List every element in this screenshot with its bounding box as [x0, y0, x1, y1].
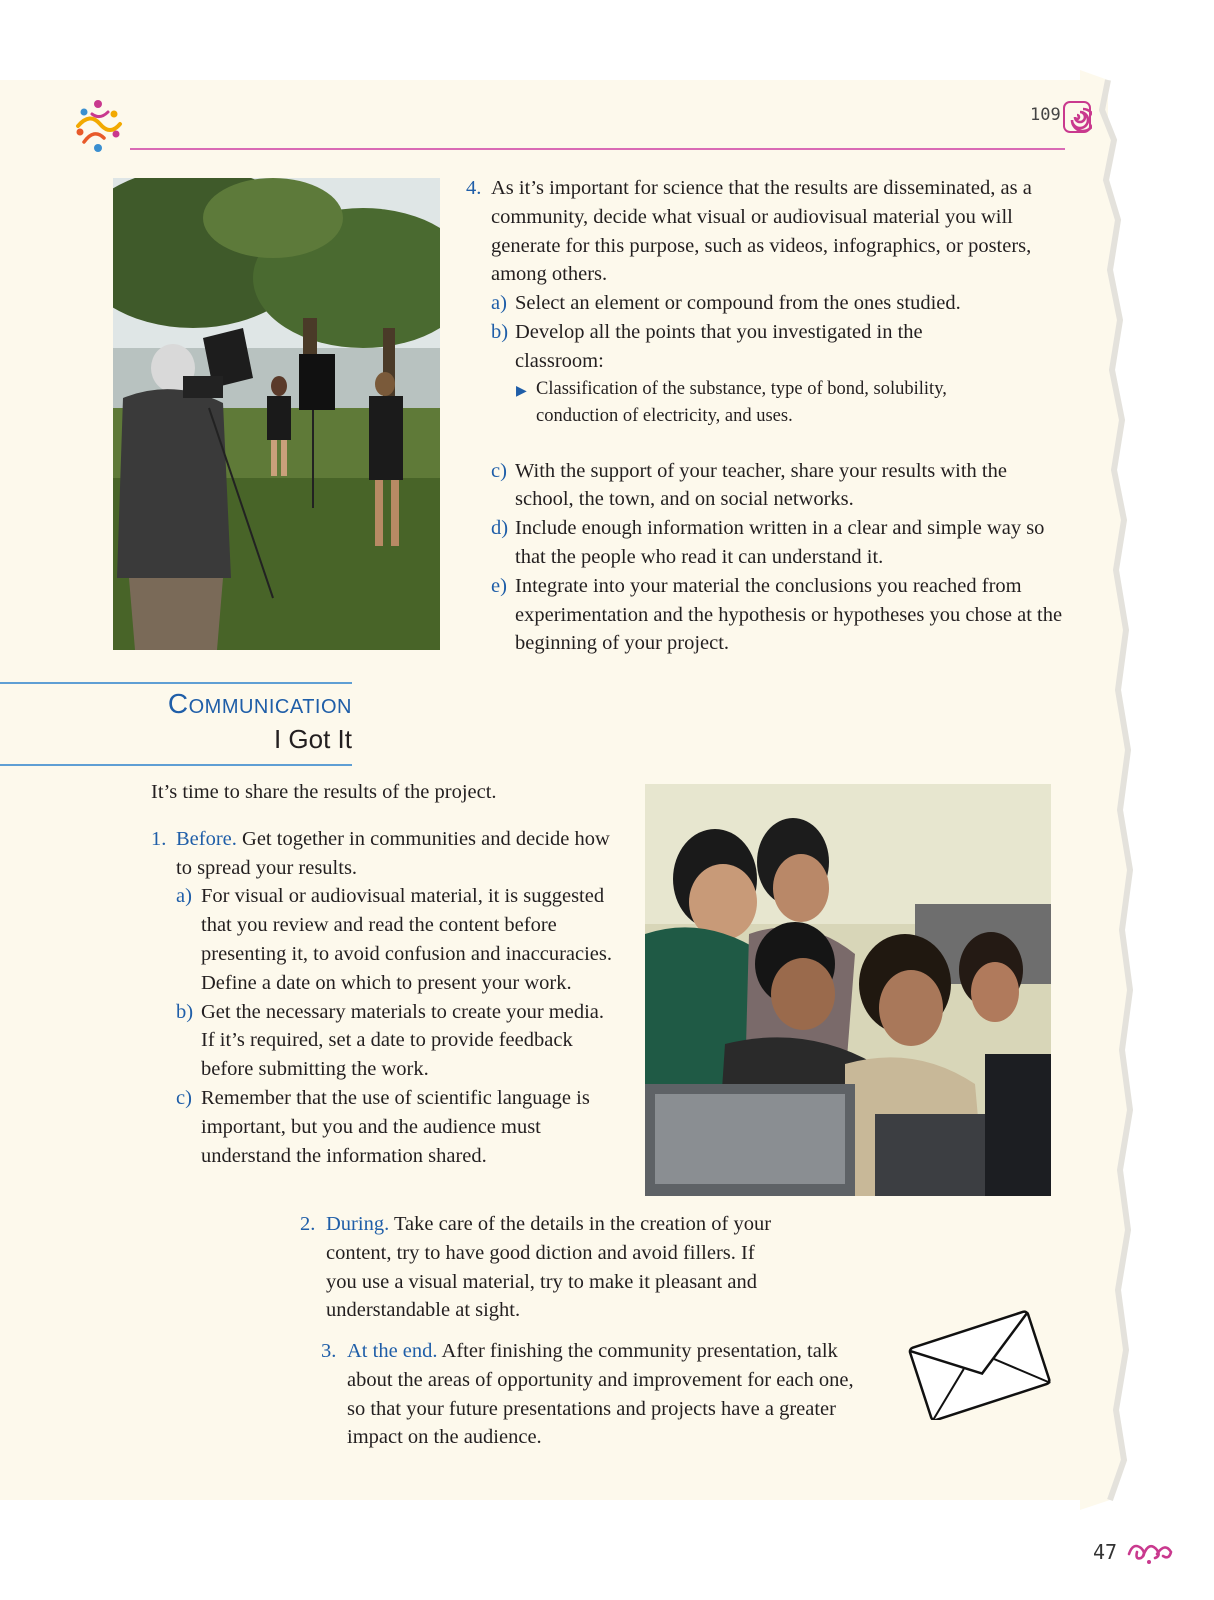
- step-1-lead: Before.: [176, 827, 237, 850]
- page-number-top: 109: [1030, 105, 1061, 125]
- step-4-b-letter: b): [491, 320, 509, 343]
- section-title: Communication: [167, 688, 352, 719]
- step-2-number: 2.: [300, 1213, 316, 1235]
- swirl-ornament-icon: [1125, 1536, 1173, 1566]
- step-4-c-text: With the support of your teacher, share your results with the school, the town, and on social networks.: [515, 459, 1007, 511]
- step-4-item: [466, 174, 1066, 289]
- step-4-d-letter: d): [491, 517, 509, 540]
- step-3-item: [321, 1337, 871, 1452]
- step-4-b-text: Develop all the points that you investigated in the classroom:: [515, 320, 923, 372]
- photo-students: [645, 784, 1051, 1196]
- step-2-text: Take care of the details in the creation of your content, try to have good diction and avoid fillers. If you use a visual material, try to make it pleasant and understandable at sight.: [326, 1213, 772, 1322]
- step-4-a: [466, 289, 1066, 318]
- step-4-bullet-text: Classification of the substance, type of bond, solubility, conduction of electricity, and uses.: [536, 378, 947, 426]
- step-4-b: [466, 318, 1066, 376]
- step-4-e: [466, 572, 1066, 658]
- intro-text: It’s time to share the results of the project.: [151, 781, 497, 803]
- step-4-d-text: Include enough information written in a clear and simple way so that the people who read it can understand it.: [515, 517, 1045, 568]
- section-heading: [0, 682, 352, 766]
- community-logo-icon: [70, 98, 126, 154]
- step-4-number: 4.: [466, 177, 482, 199]
- step-4-text: As it’s important for science that the results are disseminated, as a community, decide what visual or audiovisual material you will generate for this purpose, such as videos, infographics, or posters, among others.: [491, 177, 1032, 286]
- section-rule-top: [0, 682, 352, 684]
- step-1-text: Get together in communities and decide how to spread your results.: [176, 827, 610, 879]
- page-number-bottom: 47: [1093, 1540, 1118, 1564]
- step-4-c: [466, 457, 1066, 515]
- step-4: [466, 174, 1066, 658]
- step-4-c-letter: c): [491, 459, 507, 482]
- envelope-icon: [903, 1308, 1055, 1420]
- step-3: [321, 1337, 871, 1452]
- photo-filming: [113, 178, 440, 650]
- step-1-block: [151, 778, 621, 1170]
- header-rule: [130, 148, 1065, 150]
- step-1-c-text: Remember that the use of scientific language is important, but you and the audience must understand the information shared.: [201, 1086, 590, 1167]
- triangle-bullet-icon: ▶: [516, 383, 527, 399]
- step-3-number: 3.: [321, 1340, 337, 1362]
- step-4-e-text: Integrate into your material the conclusions you reached from experimentation and the hypothesis or hypotheses you chose at the beginning of your project.: [515, 574, 1063, 655]
- step-2: [300, 1210, 790, 1325]
- torn-paper-edge: [1080, 70, 1140, 1510]
- step-4-a-letter: a): [491, 292, 507, 315]
- step-1-c: [151, 1084, 621, 1170]
- section-rule-bottom: [0, 764, 352, 766]
- step-1-b-letter: b): [176, 1000, 194, 1023]
- step-4-b-bullet: [466, 376, 1066, 430]
- step-1-number: 1.: [151, 827, 167, 850]
- step-4-a-text: Select an element or compound from the ones studied.: [515, 292, 961, 315]
- step-1-b-text: Get the necessary materials to create your media. If it’s required, set a date to provide feedback before submitting the work.: [201, 1000, 604, 1081]
- step-4-d: [466, 514, 1066, 572]
- step-3-lead: At the end.: [347, 1340, 438, 1362]
- section-subtitle: I Got It: [273, 724, 352, 754]
- step-3-text: After finishing the community presentation, talk about the areas of opportunity and improvement for each one, so that your future presentations and projects have a greater impact on the audience.: [347, 1340, 854, 1449]
- step-1-a: [151, 882, 621, 997]
- step-1-c-letter: c): [176, 1086, 192, 1109]
- spiral-ornament-icon: [1062, 100, 1092, 134]
- step-1: [151, 825, 621, 883]
- step-1-a-letter: a): [176, 885, 192, 908]
- step-1-b: [151, 998, 621, 1084]
- step-2-lead: During.: [326, 1213, 390, 1235]
- step-4-e-letter: e): [491, 574, 507, 597]
- step-1-a-text: For visual or audiovisual material, it is suggested that you review and read the content before presenting it, to avoid confusion and inaccuracies. Define a date on which to present your work.: [201, 885, 613, 994]
- step-2-item: [300, 1210, 790, 1325]
